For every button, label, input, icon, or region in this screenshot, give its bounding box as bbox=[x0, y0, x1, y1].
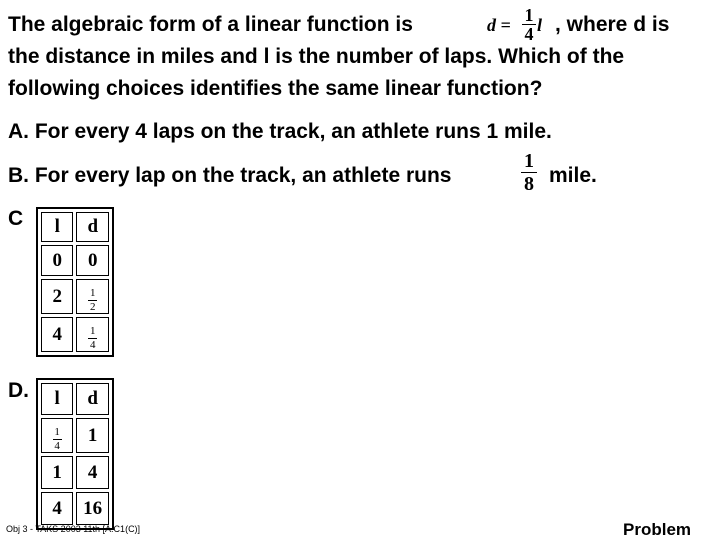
choice-b-numerator: 1 bbox=[524, 150, 534, 172]
question-line-3: following choices identifies the same linear function? bbox=[8, 77, 543, 100]
choice-a: A. For every 4 laps on the track, an athlete runs 1 mile. bbox=[8, 120, 552, 143]
table-c-cell-d bbox=[76, 279, 109, 314]
table-d-cell-l bbox=[41, 418, 73, 453]
equation-variable: l bbox=[537, 15, 543, 35]
equation-numerator: 1 bbox=[524, 5, 534, 25]
table-c-cell-d: 0 bbox=[76, 245, 109, 276]
denominator: 4 bbox=[89, 339, 96, 351]
numerator: 1 bbox=[89, 287, 96, 299]
table-c-header-row bbox=[41, 212, 109, 242]
table-c-cell-d bbox=[76, 317, 109, 352]
numerator: 1 bbox=[89, 325, 96, 337]
choice-b-prefix: B. For every lap on the track, an athlete runs bbox=[8, 164, 452, 187]
numerator: 1 bbox=[54, 426, 60, 438]
denominator: 4 bbox=[54, 440, 60, 452]
question-line-1-suffix: , where d is bbox=[555, 13, 670, 36]
source-citation: Obj 3 - TAKS 2003 11th [A.C1(C)] bbox=[6, 524, 141, 534]
table-row bbox=[41, 492, 109, 525]
table-c-cell-l: 2 bbox=[41, 279, 73, 314]
table-row bbox=[41, 418, 109, 453]
table-d-header-l: l bbox=[41, 383, 73, 415]
problem-label: Problem bbox=[623, 520, 692, 539]
question-line-1-prefix: The algebraic form of a linear function is bbox=[8, 13, 413, 36]
table-row bbox=[41, 245, 109, 276]
table-d-cell-l: 1 bbox=[41, 456, 73, 489]
equation bbox=[487, 6, 547, 46]
equation-lhs: d = bbox=[487, 15, 511, 35]
table-row bbox=[41, 456, 109, 489]
table-row bbox=[41, 279, 109, 314]
choice-c-label: C bbox=[8, 207, 24, 230]
choice-b-denominator: 8 bbox=[524, 173, 534, 195]
table-d-cell-d: 16 bbox=[76, 492, 109, 525]
table-d bbox=[36, 378, 114, 530]
table-c-header-d: d bbox=[76, 212, 109, 242]
fraction bbox=[88, 288, 97, 313]
choice-d-label: D. bbox=[8, 379, 29, 402]
table-d-header-row bbox=[41, 383, 109, 415]
table-c-cell-l: 0 bbox=[41, 245, 73, 276]
table-d-header-d: d bbox=[76, 383, 109, 415]
table-d-cell-d: 4 bbox=[76, 456, 109, 489]
table-c-header-l: l bbox=[41, 212, 73, 242]
choice-b-fraction bbox=[521, 151, 537, 194]
denominator: 2 bbox=[89, 301, 96, 313]
table-c-cell-l: 4 bbox=[41, 317, 73, 352]
fraction bbox=[53, 427, 62, 452]
equation-denominator: 4 bbox=[524, 24, 534, 44]
table-row bbox=[41, 317, 109, 352]
equation-fraction bbox=[522, 6, 536, 43]
table-c bbox=[36, 207, 114, 357]
question-line-2: the distance in miles and l is the number of laps. Which of the bbox=[8, 45, 625, 68]
choice-b-suffix: mile. bbox=[549, 164, 597, 187]
fraction bbox=[88, 326, 97, 351]
table-d-cell-d: 1 bbox=[76, 418, 109, 453]
table-d-cell-l: 4 bbox=[41, 492, 73, 525]
